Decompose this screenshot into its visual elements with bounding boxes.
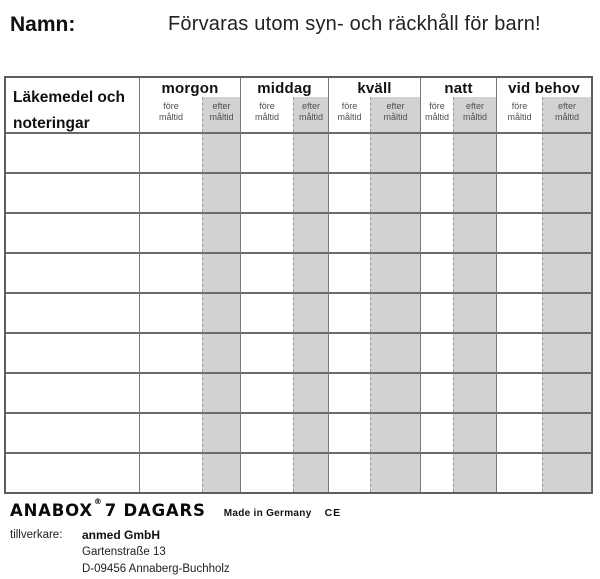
row-header-line2: noteringar [13, 115, 90, 132]
dose-cell-after-meal [293, 132, 328, 172]
dose-cell-before-meal [496, 332, 542, 372]
dose-cell-before-meal [496, 372, 542, 412]
dose-cell-before-meal [496, 212, 542, 252]
dose-cell-after-meal [542, 292, 591, 332]
dose-cell-after-meal [542, 172, 591, 212]
dose-cell-before-meal [496, 132, 542, 172]
dose-cell-after-meal [202, 292, 240, 332]
dose-cell-after-meal [293, 372, 328, 412]
dose-cell-after-meal [202, 132, 240, 172]
subheader-after-meal: efter måltid [370, 97, 420, 132]
dose-cell-after-meal [453, 212, 496, 252]
warning-text: Förvaras utom syn- och räckhåll för barn! [168, 13, 541, 35]
dose-cell-before-meal [139, 132, 202, 172]
dose-cell-after-meal [202, 252, 240, 292]
dose-cell-before-meal [240, 132, 293, 172]
column-header-middag: middag [240, 78, 328, 97]
dose-cell-before-meal [240, 212, 293, 252]
medication-name-cell [6, 332, 139, 372]
dose-cell-after-meal [202, 172, 240, 212]
registered-trademark-symbol: ® [93, 496, 103, 506]
dose-cell-after-meal [453, 252, 496, 292]
dose-cell-after-meal [202, 372, 240, 412]
dose-cell-before-meal [420, 132, 453, 172]
manufacturer-row [10, 527, 590, 544]
medication-name-cell [6, 252, 139, 292]
dose-cell-before-meal [420, 212, 453, 252]
dose-cell-before-meal [420, 372, 453, 412]
ce-mark: CE [324, 507, 342, 519]
medication-name-cell [6, 292, 139, 332]
dose-cell-after-meal [542, 372, 591, 412]
dose-cell-after-meal [370, 252, 420, 292]
column-header-kvall: kväll [328, 78, 420, 97]
name-label: Namn: [10, 13, 76, 36]
dose-cell-before-meal [240, 372, 293, 412]
dose-cell-before-meal [496, 412, 542, 452]
subheader-before-meal: före måltid [496, 97, 542, 132]
dose-cell-after-meal [370, 212, 420, 252]
dose-cell-after-meal [370, 292, 420, 332]
dose-cell-after-meal [370, 172, 420, 212]
subheader-before-meal: före måltid [420, 97, 453, 132]
dose-cell-before-meal [240, 252, 293, 292]
dose-cell-after-meal [453, 372, 496, 412]
dose-cell-after-meal [453, 332, 496, 372]
subheader-after-meal: efter måltid [542, 97, 591, 132]
row-header-cell [6, 78, 139, 132]
dose-cell-before-meal [139, 332, 202, 372]
dose-cell-after-meal [293, 412, 328, 452]
dose-cell-after-meal [202, 412, 240, 452]
dose-cell-before-meal [139, 452, 202, 492]
dose-cell-after-meal [293, 172, 328, 212]
dose-cell-before-meal [496, 292, 542, 332]
medication-name-cell [6, 412, 139, 452]
dose-cell-after-meal [293, 252, 328, 292]
dose-cell-before-meal [139, 412, 202, 452]
dose-cell-before-meal [328, 452, 370, 492]
dose-cell-before-meal [240, 452, 293, 492]
dose-cell-before-meal [240, 412, 293, 452]
dose-cell-after-meal [293, 452, 328, 492]
footer [10, 496, 590, 578]
dose-cell-before-meal [139, 372, 202, 412]
dose-cell-after-meal [453, 412, 496, 452]
dose-cell-after-meal [202, 452, 240, 492]
medication-name-cell [6, 372, 139, 412]
dose-cell-before-meal [328, 412, 370, 452]
medication-table [4, 76, 593, 494]
dose-cell-after-meal [293, 212, 328, 252]
dose-cell-after-meal [453, 292, 496, 332]
dose-cell-after-meal [542, 412, 591, 452]
dose-cell-before-meal [420, 172, 453, 212]
manufacturer-label: tillverkare: [10, 529, 63, 541]
dose-cell-before-meal [420, 252, 453, 292]
dose-cell-before-meal [328, 332, 370, 372]
dose-cell-after-meal [202, 332, 240, 372]
subheader-before-meal: före måltid [240, 97, 293, 132]
subheader-after-meal: efter måltid [453, 97, 496, 132]
dose-cell-after-meal [370, 412, 420, 452]
dose-cell-after-meal [542, 132, 591, 172]
dose-cell-after-meal [370, 332, 420, 372]
dose-cell-before-meal [420, 452, 453, 492]
dose-cell-after-meal [293, 332, 328, 372]
brand-line [10, 496, 590, 520]
subheader-before-meal: före måltid [139, 97, 202, 132]
column-header-natt: natt [420, 78, 496, 97]
dose-cell-before-meal [328, 172, 370, 212]
dose-cell-after-meal [453, 452, 496, 492]
brand-logo: ANABOX® 7 DAGARS [10, 496, 206, 520]
dose-cell-before-meal [328, 252, 370, 292]
dose-cell-before-meal [420, 332, 453, 372]
dose-cell-after-meal [202, 212, 240, 252]
medication-name-cell [6, 172, 139, 212]
dose-cell-before-meal [328, 132, 370, 172]
dose-cell-before-meal [328, 372, 370, 412]
subheader-after-meal: efter måltid [293, 97, 328, 132]
column-header-vid-behov: vid behov [496, 78, 591, 97]
dose-cell-before-meal [496, 252, 542, 292]
dose-cell-after-meal [453, 132, 496, 172]
medication-name-cell [6, 132, 139, 172]
dose-cell-after-meal [542, 332, 591, 372]
column-header-morgon: morgon [139, 78, 240, 97]
medication-name-cell [6, 452, 139, 492]
dose-cell-before-meal [240, 172, 293, 212]
address-street: Gartenstraße 13 [82, 546, 166, 558]
made-in-text: Made in Germany [223, 508, 312, 519]
dose-cell-after-meal [542, 252, 591, 292]
dose-cell-before-meal [139, 212, 202, 252]
dose-cell-before-meal [139, 252, 202, 292]
dose-cell-after-meal [453, 172, 496, 212]
manufacturer-name: anmed GmbH [82, 528, 161, 542]
dose-cell-before-meal [496, 172, 542, 212]
dose-cell-after-meal [370, 452, 420, 492]
dose-cell-after-meal [542, 452, 591, 492]
dose-cell-before-meal [139, 172, 202, 212]
dose-cell-before-meal [240, 332, 293, 372]
dose-cell-after-meal [370, 372, 420, 412]
dose-cell-before-meal [328, 292, 370, 332]
subheader-before-meal: före måltid [328, 97, 370, 132]
dose-cell-before-meal [420, 292, 453, 332]
dose-cell-before-meal [496, 452, 542, 492]
dose-cell-before-meal [420, 412, 453, 452]
subheader-after-meal: efter måltid [202, 97, 240, 132]
dose-cell-before-meal [139, 292, 202, 332]
address-city: D-09456 Annaberg-Buchholz [82, 563, 230, 575]
dose-cell-after-meal [370, 132, 420, 172]
dose-cell-after-meal [542, 212, 591, 252]
dose-cell-before-meal [328, 212, 370, 252]
row-header-line1: Läkemedel och [13, 89, 125, 106]
dose-cell-before-meal [240, 292, 293, 332]
medication-name-cell [6, 212, 139, 252]
dose-cell-after-meal [293, 292, 328, 332]
